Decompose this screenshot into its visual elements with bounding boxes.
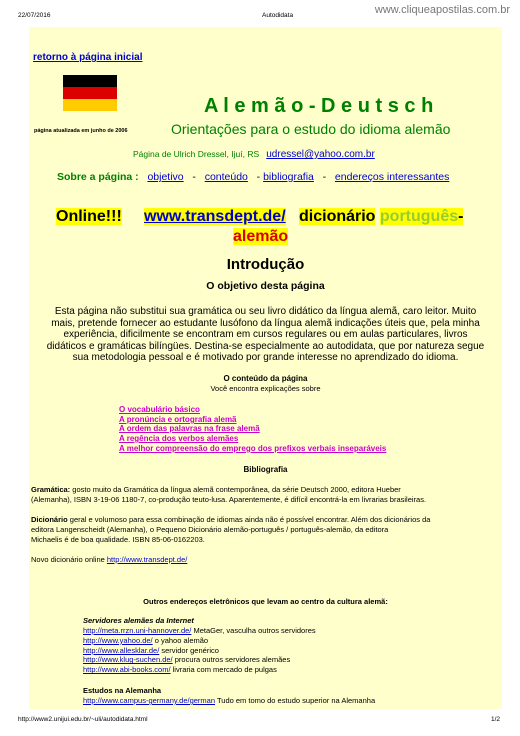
link-objetivo[interactable]: objetivo <box>147 171 184 183</box>
content-sub: Você encontra explicações sobre <box>210 384 321 393</box>
page-subtitle: Orientações para o estudo do idioma alemão <box>171 121 451 137</box>
gram-text: gosto muito da Gramática da língua alemã contemporânea, da série Deutsch 2000, editora Hueber <box>72 485 401 494</box>
footer-url: http://www2.unijui.edu.br/~uli/autodidata.html <box>18 716 148 723</box>
page-title: A l e m ã o - D e u t s c h <box>204 95 434 117</box>
email-link[interactable]: udressel@yahoo.com.br <box>266 149 375 160</box>
link-conteudo[interactable]: conteúdo <box>204 171 248 183</box>
intro-heading: Introdução <box>226 256 305 273</box>
back-link[interactable]: retorno à página inicial <box>33 52 143 63</box>
flag-stripe-black <box>63 75 117 87</box>
studies-heading: Estudos na Alemanha <box>83 686 162 695</box>
gram-text-2: (Alemanha), ISBN 3-19-06 1180-7, co-produção teuto-lusa. Aparentemente, é difícil encontrá-la em livrarias brasileiras. <box>31 495 427 504</box>
lang-dash: - <box>458 208 464 225</box>
objective-line: Esta página não substitui sua gramática ou seu livro didático da língua alemã, caro leitor. Muito <box>54 306 477 317</box>
transdept-link[interactable]: www.transdept.de/ <box>144 208 286 225</box>
gram-label: Gramática: <box>31 485 71 494</box>
watermark: www.cliqueapostilas.com.br <box>374 4 510 16</box>
server-desc: procura outros servidores alemães <box>172 655 291 665</box>
dictionary-label: dicionário <box>299 208 376 225</box>
server-desc: livraria com mercado de pulgas <box>170 665 277 675</box>
server-desc: servidor genérico <box>159 645 219 655</box>
other-heading: Outros endereços eletrônicos que levam ao centro da cultura alemã: <box>143 597 388 606</box>
content-item[interactable]: O vocabulário básico <box>119 405 200 414</box>
about-label: Sobre a página : <box>57 171 139 183</box>
online-prefix: Online!!! <box>56 208 122 225</box>
biblio-heading: Bibliografia <box>243 465 288 474</box>
print-title: Autodidata <box>262 12 294 19</box>
new-dic-link[interactable]: http://www.transdept.de/ <box>106 555 188 564</box>
separator: - <box>322 171 327 183</box>
german-flag <box>63 75 117 111</box>
flag-stripe-gold <box>63 99 117 111</box>
page-content <box>29 27 502 709</box>
dic-label: Dicionário <box>31 515 68 524</box>
link-bibliografia[interactable]: bibliografia <box>263 171 314 183</box>
server-link[interactable]: http://meta.rrzn.uni-hannover.de/ <box>83 626 192 635</box>
objective-line: sua metodologia pessoal e é motivado por grande interesse no aprendizado do idioma. <box>72 352 459 363</box>
server-desc: o yahoo alemão <box>152 635 209 645</box>
new-dic-label: Novo dicionário online <box>31 555 105 564</box>
objective-line: experiência, dificilmente se encontram em cursos regulares ou em aulas particulares, livros <box>63 329 468 340</box>
objective-heading: O objetivo desta página <box>206 280 325 292</box>
objective-line: didáticos e gramáticas bilíngües. Destina-se especialmente ao autodidata, que por natureza segue <box>46 340 485 352</box>
content-item[interactable]: A melhor compreensão do emprego dos prefixos verbais inseparáveis <box>119 444 387 453</box>
servers-list <box>83 626 316 675</box>
content-heading: O conteúdo da página <box>223 374 308 383</box>
objective-text <box>29 306 502 364</box>
dic-text-2: editora Langenscheidt (Alemanha), o Pequeno Dicionário alemão-português / português-alemão, da editora <box>31 525 389 534</box>
lang-portugues: português <box>379 208 459 225</box>
link-enderecos[interactable]: endereços interessantes <box>334 171 450 183</box>
print-date: 22/07/2016 <box>18 12 51 19</box>
server-link[interactable]: http://www.abi-books.com/ <box>83 665 171 675</box>
separator: - <box>192 171 196 183</box>
servers-heading: Servidores alemães da Internet <box>83 616 194 625</box>
separator: - <box>256 171 261 183</box>
footer-page: 1/2 <box>491 716 501 723</box>
content-item[interactable]: A pronúncia e ortografia alemã <box>119 415 237 424</box>
server-link[interactable]: http://www.yahoo.de/ <box>83 635 153 645</box>
updated-note: página atualizada em junho de 2006 <box>34 128 128 134</box>
content-item[interactable]: A regência dos verbos alemães <box>119 434 239 443</box>
server-link[interactable]: http://www.klug-suchen.de/ <box>83 655 173 665</box>
studies-desc: Tudo em tomo do estudo superior na Alemanha <box>215 696 376 705</box>
lang-alemao: alemão <box>233 228 289 245</box>
content-item[interactable]: A ordem das palavras na frase alemã <box>119 424 260 433</box>
objective-line: mais, pretende fornecer ao estudante lusófono da língua alemã indicações úteis que, pela minha <box>51 317 480 329</box>
server-link[interactable]: http://www.allesklar.de/ <box>83 645 160 655</box>
author-text: Página de Ulrich Dressel, Ijuí, RS <box>133 149 260 159</box>
flag-stripe-red <box>63 87 117 99</box>
dic-text: geral e volumoso para essa combinação de idiomas ainda não é possível encontrar. Além dos dicionários da <box>69 515 431 524</box>
studies-link[interactable]: http://www.campus-germany.de/german <box>83 696 216 705</box>
server-desc: MetaGer, vasculha outros servidores <box>191 626 316 635</box>
dic-text-3: Michaelis é de boa qualidade. ISBN 85-06-0162203. <box>31 535 205 544</box>
